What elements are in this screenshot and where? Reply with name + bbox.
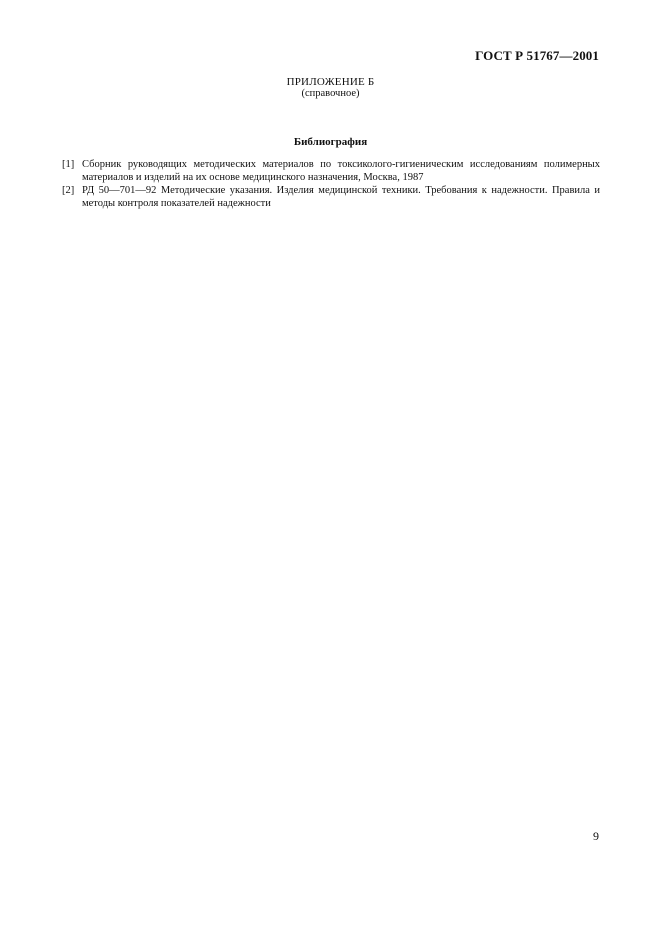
- bibliography-list: [62, 159, 600, 211]
- appendix-title: ПРИЛОЖЕНИЕ Б: [286, 76, 375, 88]
- bibliography-item-text: РД 50—701—92 Методические указания. Изделия медицинской техники. Требования к надежности. Правила и методы контроля показателей надежности: [82, 185, 600, 209]
- bibliography-item: [62, 159, 600, 184]
- appendix-heading: [0, 76, 661, 100]
- bibliography-item-text: Сборник руководящих методических материалов по токсиколого-гигиеническим исследованиям полимерных материалов и изделий на их основе медицинского назначения, Москва, 1987: [82, 159, 600, 183]
- bibliography-item: [62, 185, 600, 210]
- bibliography-item-number: [1]: [62, 159, 75, 170]
- document-code: ГОСТ Р 51767—2001: [475, 48, 599, 63]
- bibliography-title: Библиография: [293, 136, 368, 148]
- page-number: 9: [593, 829, 599, 843]
- appendix-subtitle: (справочное): [301, 88, 360, 99]
- bibliography-item-number: [2]: [62, 185, 75, 196]
